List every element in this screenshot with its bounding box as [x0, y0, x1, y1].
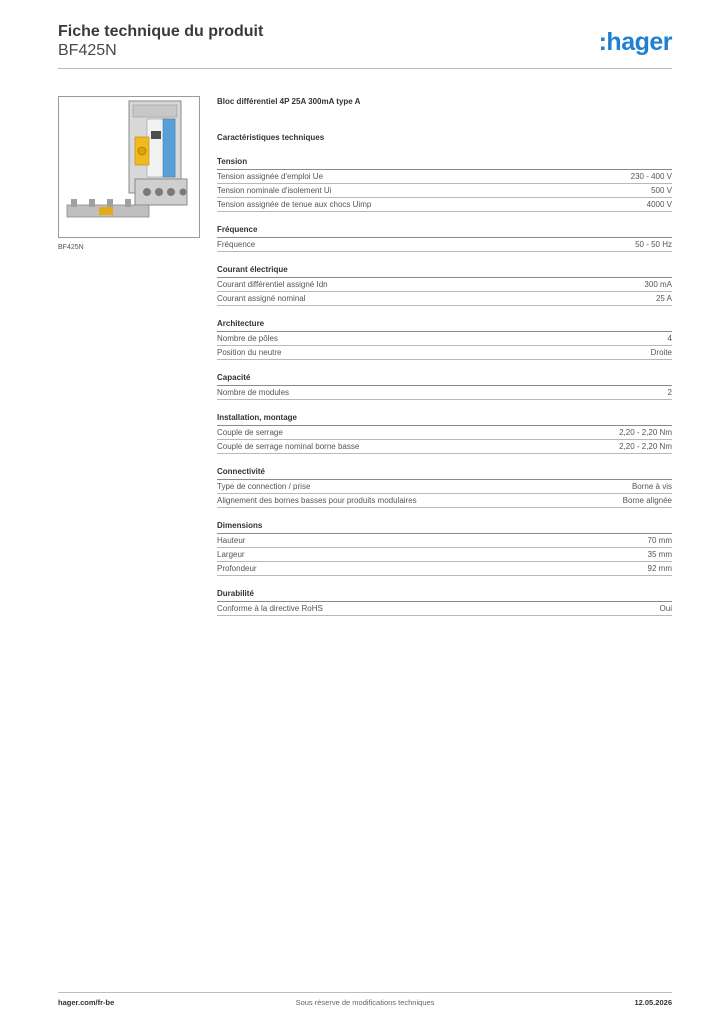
spec-row — [217, 238, 672, 252]
header-divider — [58, 68, 672, 69]
footer-date: 12.05.2026 — [634, 998, 672, 1007]
spec-label: Hauteur — [217, 536, 246, 545]
spec-label: Tension assignée d'emploi Ue — [217, 172, 324, 181]
spec-value: 2 — [667, 388, 672, 397]
page-header — [58, 22, 672, 60]
page-footer — [58, 998, 672, 1010]
spec-label: Courant différentiel assigné Idn — [217, 280, 328, 289]
spec-section — [217, 466, 672, 508]
spec-value: 25 A — [655, 294, 672, 303]
spec-row — [217, 602, 672, 616]
spec-value: Oui — [659, 604, 672, 613]
document-title: Fiche technique du produit — [58, 23, 264, 40]
section-title: Tension — [217, 156, 672, 170]
spec-section — [217, 412, 672, 454]
spec-row — [217, 440, 672, 454]
spec-section — [217, 588, 672, 616]
spec-value: 4000 V — [646, 200, 672, 209]
footer-website[interactable]: hager.com/fr-be — [58, 998, 115, 1007]
rcd-block-illustration — [59, 97, 199, 237]
spec-value: 50 - 50 Hz — [635, 240, 672, 249]
spec-row — [217, 480, 672, 494]
section-title: Dimensions — [217, 520, 672, 534]
spec-sections — [217, 156, 672, 616]
spec-label: Nombre de pôles — [217, 334, 278, 343]
spec-value: 500 V — [651, 186, 672, 195]
spec-row — [217, 534, 672, 548]
product-reference: BF425N — [58, 42, 117, 59]
spec-section — [217, 520, 672, 576]
spec-value: 70 mm — [647, 536, 672, 545]
spec-row — [217, 548, 672, 562]
spec-value: 230 - 400 V — [630, 172, 672, 181]
spec-label: Couple de serrage nominal borne basse — [217, 442, 360, 451]
spec-label: Tension nominale d'isolement Ui — [217, 186, 332, 195]
spec-label: Largeur — [217, 550, 245, 559]
spec-section — [217, 372, 672, 400]
spec-row — [217, 198, 672, 212]
spec-value: 92 mm — [647, 564, 672, 573]
spec-row — [217, 494, 672, 508]
spec-row — [217, 386, 672, 400]
specifications — [217, 96, 672, 616]
section-title: Connectivité — [217, 466, 672, 480]
spec-row — [217, 426, 672, 440]
spec-label: Tension assignée de tenue aux chocs Uimp — [217, 200, 372, 209]
spec-label: Profondeur — [217, 564, 257, 573]
spec-label: Courant assigné nominal — [217, 294, 306, 303]
spec-section — [217, 156, 672, 212]
hager-logo: :hager — [598, 28, 672, 56]
spec-label: Alignement des bornes basses pour produits modulaires — [217, 496, 417, 505]
spec-label: Type de connection / prise — [217, 482, 311, 491]
spec-value: 2,20 - 2,20 Nm — [619, 428, 672, 437]
section-title: Capacité — [217, 372, 672, 386]
section-title: Architecture — [217, 318, 672, 332]
section-title: Installation, montage — [217, 412, 672, 426]
specs-title: Caractéristiques techniques — [217, 133, 325, 142]
spec-row — [217, 332, 672, 346]
spec-row — [217, 346, 672, 360]
spec-section — [217, 318, 672, 360]
spec-label: Fréquence — [217, 240, 256, 249]
spec-label: Nombre de modules — [217, 388, 290, 397]
spec-row — [217, 292, 672, 306]
spec-label: Position du neutre — [217, 348, 282, 357]
spec-section — [217, 264, 672, 306]
spec-value: Borne alignée — [622, 496, 672, 505]
footer-disclaimer: Sous réserve de modifications techniques — [295, 998, 435, 1007]
spec-value: 2,20 - 2,20 Nm — [619, 442, 672, 451]
section-title: Fréquence — [217, 224, 672, 238]
footer-divider — [58, 992, 672, 993]
spec-value: 35 mm — [647, 550, 672, 559]
spec-value: Droite — [650, 348, 672, 357]
spec-row — [217, 562, 672, 576]
product-name: Bloc différentiel 4P 25A 300mA type A — [217, 97, 361, 106]
spec-row — [217, 184, 672, 198]
spec-section — [217, 224, 672, 252]
section-title: Durabilité — [217, 588, 672, 602]
spec-value: 300 mA — [644, 280, 672, 289]
product-image — [58, 96, 200, 238]
spec-label: Couple de serrage — [217, 428, 283, 437]
spec-value: Borne à vis — [631, 482, 672, 491]
spec-value: 4 — [667, 334, 672, 343]
section-title: Courant électrique — [217, 264, 672, 278]
spec-label: Conforme à la directive RoHS — [217, 604, 323, 613]
spec-row — [217, 170, 672, 184]
image-caption: BF425N — [58, 244, 84, 251]
spec-row — [217, 278, 672, 292]
